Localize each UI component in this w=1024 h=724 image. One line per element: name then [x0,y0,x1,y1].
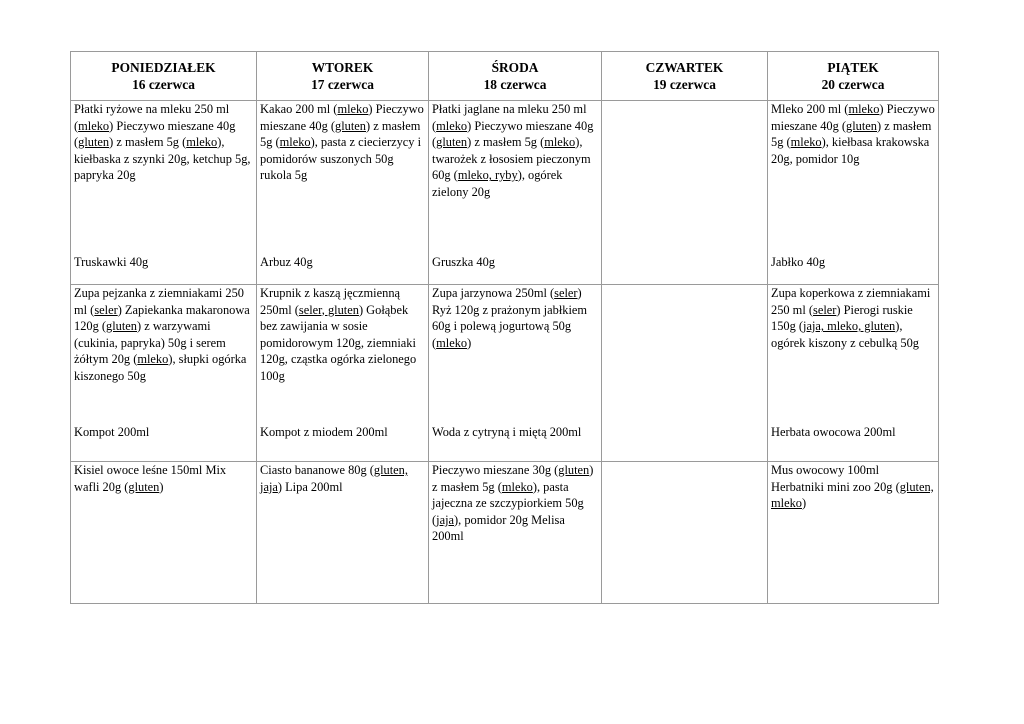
allergen-label: mleko [78,118,110,133]
day-date: 20 czerwca [821,77,885,92]
meal-description: Płatki ryżowe na mleku 250 ml (mleko) Pieczywo mieszane 40g (gluten) z masłem 5g (mleko), kiełbaska z szynki 20g, ketchup 5g, papryka 20g [74,102,251,183]
snack-row [71,462,939,604]
allergen-label: mleko [848,102,880,116]
meal-description: Zupa koperkowa z ziemniakami 250 ml (seler) Pierogi ruskie 150g (jaja, mleko, gluten), ogórek kiszony z cebulką 50g [771,286,931,350]
meal-cell [71,101,257,285]
meal-description: Kakao 200 ml (mleko) Pieczywo mieszane 40g (gluten) z masłem 5g (mleko), pasta z ciecierzycy i pomidorów suszonych 50g rukola 5g [260,102,424,183]
meal-cell [768,285,939,462]
allergen-label: jaja [436,512,455,527]
meal-cell [768,462,939,604]
meal-cell [602,285,768,462]
allergen-label: mleko, ryby [457,168,518,183]
day-name: PONIEDZIAŁEK [111,60,216,75]
allergen-label: gluten [78,135,110,150]
allergen-label: gluten [128,479,160,494]
day-name: CZWARTEK [645,60,724,75]
day-date: 17 czerwca [311,77,374,92]
day-header [71,52,257,101]
allergen-label: gluten, mleko [771,479,934,511]
allergen-label: seler [94,302,118,317]
meal-cell [429,101,602,285]
allergen-label: mleko [186,135,218,150]
header-row [71,52,939,101]
day-header [602,52,768,101]
allergen-label: mleko [501,479,533,494]
day-name: ŚRODA [491,60,539,75]
day-date: 19 czerwca [653,77,716,92]
allergen-label: mleko [544,135,576,150]
day-name: PIĄTEK [827,60,879,75]
meal-description: Krupnik z kaszą jęczmienną 250ml (seler, gluten) Gołąbek bez zawijania w sosie pomidorowym 120g, ziemniaki 120g, cząstka ogórka zielonego 100g [260,286,417,383]
allergen-label: mleko [337,102,369,116]
meal-extra: Arbuz 40g [260,255,313,269]
breakfast-row [71,101,939,285]
meal-cell [257,101,429,285]
day-name: WTOREK [311,60,374,75]
meal-extra: Jabłko 40g [771,255,826,269]
meal-description: Płatki jaglane na mleku 250 ml (mleko) Pieczywo mieszane 40g (gluten) z masłem 5g (mleko), twarożek z łososiem pieczonym 60g (mleko, ryby), ogórek zielony 20g [432,102,594,199]
allergen-label: mleko [790,135,822,150]
allergen-label: mleko [436,335,468,350]
meal-extra: Truskawki 40g [74,255,149,269]
day-date: 16 czerwca [132,77,195,92]
allergen-label: gluten, jaja [260,463,408,494]
day-date: 18 czerwca [483,77,547,92]
meal-description: Mus owocowy 100ml Herbatniki mini zoo 20g (gluten, mleko) [771,463,934,511]
day-header [429,52,602,101]
meal-extra: Gruszka 40g [432,255,495,269]
allergen-label: seler [554,286,578,300]
meal-cell [71,285,257,462]
meal-cell [602,462,768,604]
meal-extra: Kompot 200ml [74,425,150,439]
allergen-label: gluten [335,118,366,133]
allergen-label: mleko [279,135,311,150]
meal-description: Zupa pejzanka z ziemniakami 250 ml (seler) Zapiekanka makaronowa 120g (gluten) z warzywami (cukinia, papryka) 50g i serem żółtym 20g (mleko), słupki ogórka kiszonego 50g [74,286,250,383]
meal-cell [429,285,602,462]
lunch-row [71,285,939,462]
menu-table [70,51,939,604]
meal-description: Zupa jarzynowa 250ml (seler) Ryż 120g z prażonym jabłkiem 60g i polewą jogurtową 50g (mleko) [432,286,588,350]
meal-description: Ciasto bananowe 80g (gluten, jaja) Lipa 200ml [260,463,408,494]
day-header [257,52,429,101]
meal-cell [768,101,939,285]
allergen-label: gluten [106,319,137,334]
meal-extra: Kompot z miodem 200ml [260,425,388,439]
meal-description: Mleko 200 ml (mleko) Pieczywo mieszane 40g (gluten) z masłem 5g (mleko), kiełbasa krakowska 20g, pomidor 10g [771,102,935,166]
meal-cell [602,101,768,285]
allergen-label: gluten [436,135,468,150]
meal-description: Kisiel owoce leśne 150ml Mix wafli 20g (gluten) [74,463,227,494]
meal-cell [429,462,602,604]
allergen-label: gluten [558,463,590,477]
meal-extra: Woda z cytryną i miętą 200ml [432,425,582,439]
meal-extra: Herbata owocowa 200ml [771,425,896,439]
meal-cell [71,462,257,604]
meal-description: Pieczywo mieszane 30g (gluten) z masłem 5g (mleko), pasta jajeczna ze szczypiorkiem 50g (jaja), pomidor 20g Melisa 200ml [432,463,594,544]
meal-cell [257,285,429,462]
allergen-label: mleko [436,118,468,133]
allergen-label: jaja, mleko, gluten [803,319,896,334]
allergen-label: gluten [846,118,877,133]
allergen-label: mleko [137,352,169,367]
allergen-label: seler [813,302,837,317]
meal-cell [257,462,429,604]
day-header [768,52,939,101]
allergen-label: seler, gluten [298,302,359,317]
